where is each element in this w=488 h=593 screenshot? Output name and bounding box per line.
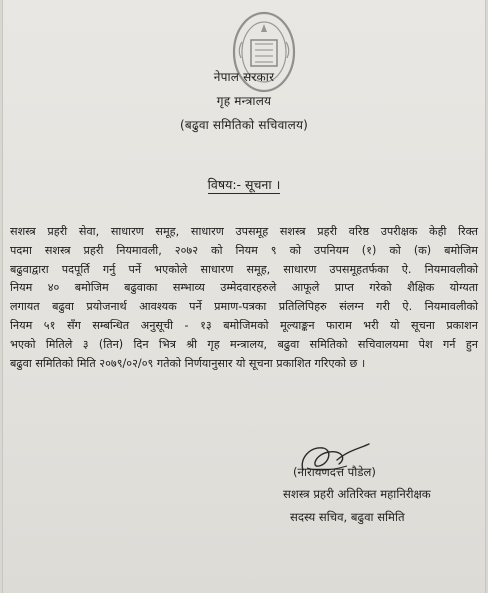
body-line: लगायत बढुवा प्रयोजनार्थ आवश्यक पर्ने प्रमाण-पत्रका प्रतिलिपिहरु संलग्न गरी ऐ. नियमावलीको (10, 300, 478, 314)
subject-line (3, 176, 485, 193)
body-line: बढुवा समितिको मिति २०७९/०२/०९ गतेको निर्णयानुसार यो सूचना प्रकाशित गरिएको छ । (10, 356, 366, 370)
body-line: नियम ५१ सँग सम्बन्धित अनुसूची - १३ बमोजिमको मूल्याङ्कन फाराम भरी यो सूचना प्रकाशन (10, 318, 478, 332)
header-government: नेपाल सरकार (213, 70, 275, 84)
signatory-name: (नारायणदत्त पौडेल) (293, 465, 376, 479)
subject-text: विषय:- सूचना । (207, 177, 281, 192)
signatory-role: सदस्य सचिव, बढुवा समिति (290, 510, 405, 524)
header-secretariat: (बढुवा समितिको सचिवालय) (180, 118, 308, 132)
signatory-title: सशस्त्र प्रहरी अतिरिक्त महानिरीक्षक (283, 487, 431, 501)
body-line: पदमा सशस्त्र प्रहरी नियमावली, २०७२ को नियम ९ को उपनियम (१) को (क) बमोजिम (10, 243, 478, 257)
body-line: बढुवाद्वारा पदपूर्ति गर्नु पर्ने भएकोले साधारण समूह, साधारण उपसमूहतर्फका ऐ. नियमावलीको (10, 262, 478, 276)
body-line: सशस्त्र प्रहरी सेवा, साधारण समूह, साधारण उपसमूह सशस्त्र प्रहरी वरिष्ठ उपरीक्षक केही रिक्त (10, 225, 478, 238)
header-ministry: गृह मन्त्रालय (216, 94, 272, 108)
notice-page (2, 0, 486, 593)
body-line: नियम ४० बमोजिम बढुवाका सम्भाव्य उम्मेदवारहरुले आफूले प्राप्त गरेको शैक्षिक योग्यता (10, 281, 478, 295)
body-line: भएको मितिले ३ (तिन) दिन भित्र श्री गृह मन्त्रालय, बढुवा समितिको सचिवालयमा पेश गर्न हुन (10, 337, 478, 351)
notice-body (10, 223, 478, 373)
